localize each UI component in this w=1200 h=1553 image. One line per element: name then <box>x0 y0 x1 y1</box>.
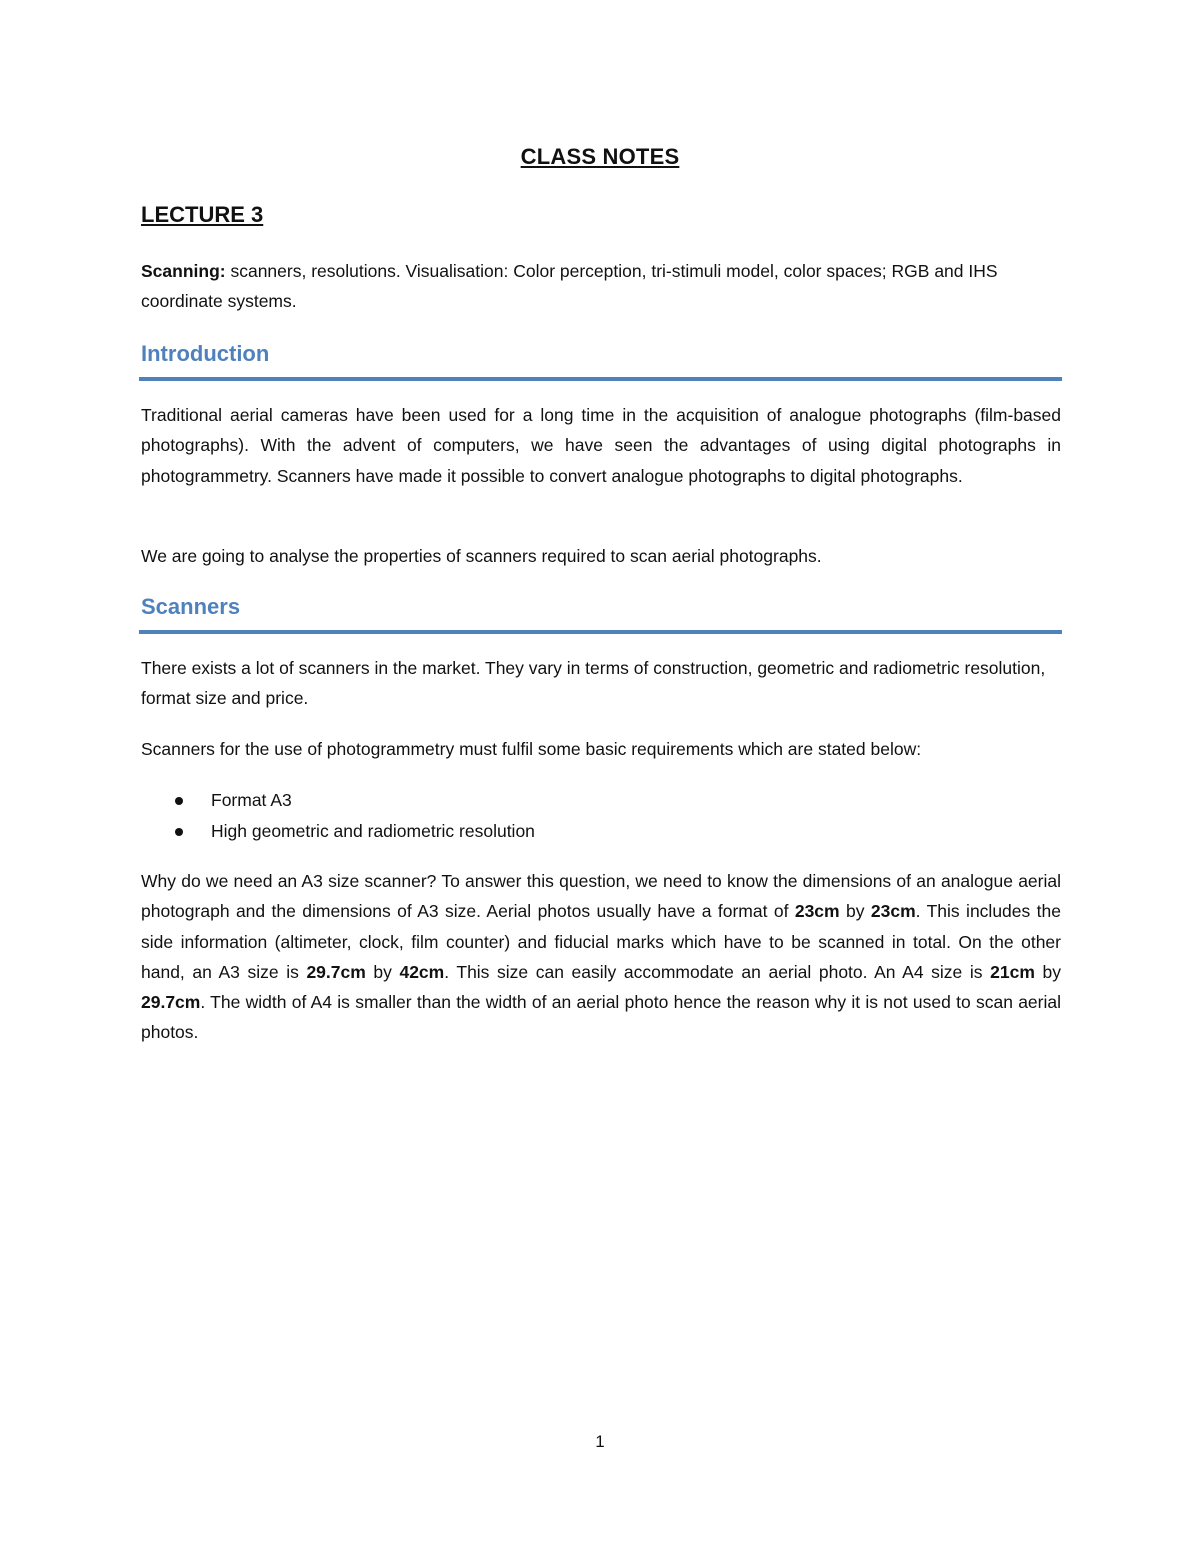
bullet-icon <box>175 797 183 805</box>
section-divider-introduction <box>139 377 1062 381</box>
bold-value: 29.7cm <box>306 961 366 982</box>
scanners-paragraph-1: There exists a lot of scanners in the market. They vary in terms of construction, geometric and radiometric resolution, format size and price. <box>141 658 1046 709</box>
list-item <box>141 785 535 816</box>
scanners-paragraph-2: Scanners for the use of photogrammetry must fulfil some basic requirements which are stated below: <box>141 739 922 759</box>
intro-paragraph-2: We are going to analyse the properties of scanners required to scan aerial photographs. <box>141 546 822 566</box>
text-run: . The width of A4 is smaller than the width of an aerial photo hence the reason why it is not used to scan aerial photos. <box>141 992 1061 1043</box>
text-run: by <box>839 901 871 922</box>
bold-value: 42cm <box>399 961 445 982</box>
section-heading-introduction: Introduction <box>141 341 270 366</box>
document-title: CLASS NOTES <box>520 144 680 169</box>
summary-text: scanners, resolutions. Visualisation: Color perception, tri-stimuli model, color spaces; RGB and IHS coordinate systems. <box>141 261 998 312</box>
text-run: . This size can easily accommodate an aerial photo. An A4 size is <box>444 961 991 982</box>
bold-value: 23cm <box>794 901 840 922</box>
list-item-text: High geometric and radiometric resolution <box>211 820 535 841</box>
scanners-paragraph-3 <box>141 866 1061 1048</box>
section-heading-scanners: Scanners <box>141 594 241 619</box>
bullet-icon <box>175 828 183 836</box>
intro-paragraph-1: Traditional aerial cameras have been used for a long time in the acquisition of analogue photographs (film-based photographs). With the advent of computers, we have seen the advantages of using digital photographs in photogrammetry. Scanners have made it possible to convert analogue photographs to digital photographs. <box>141 405 1061 486</box>
list-item <box>141 816 535 847</box>
requirements-list <box>141 785 535 846</box>
bold-value: 21cm <box>990 961 1035 982</box>
section-divider-scanners <box>139 630 1062 634</box>
list-item-text: Format A3 <box>211 790 292 810</box>
lecture-summary <box>141 256 1061 317</box>
summary-label: Scanning: <box>141 261 226 281</box>
bold-value: 29.7cm <box>141 992 201 1013</box>
lecture-heading: LECTURE 3 <box>141 202 264 227</box>
page-number: 1 <box>595 1432 605 1451</box>
text-run: by <box>365 961 400 982</box>
text-run: Why do we need an A3 size scanner? To answer this question, we need to know the dimensions of an analogue aerial photograph and the dimensions of A3 size. Aerial photos usually have a format of <box>141 871 1061 922</box>
text-run: . This includes the side information (altimeter, clock, film counter) and fiducial marks which have to be scanned in total. On the other hand, an A3 size is <box>141 901 1061 982</box>
bold-value: 23cm <box>870 901 916 922</box>
text-run: by <box>1034 961 1061 982</box>
